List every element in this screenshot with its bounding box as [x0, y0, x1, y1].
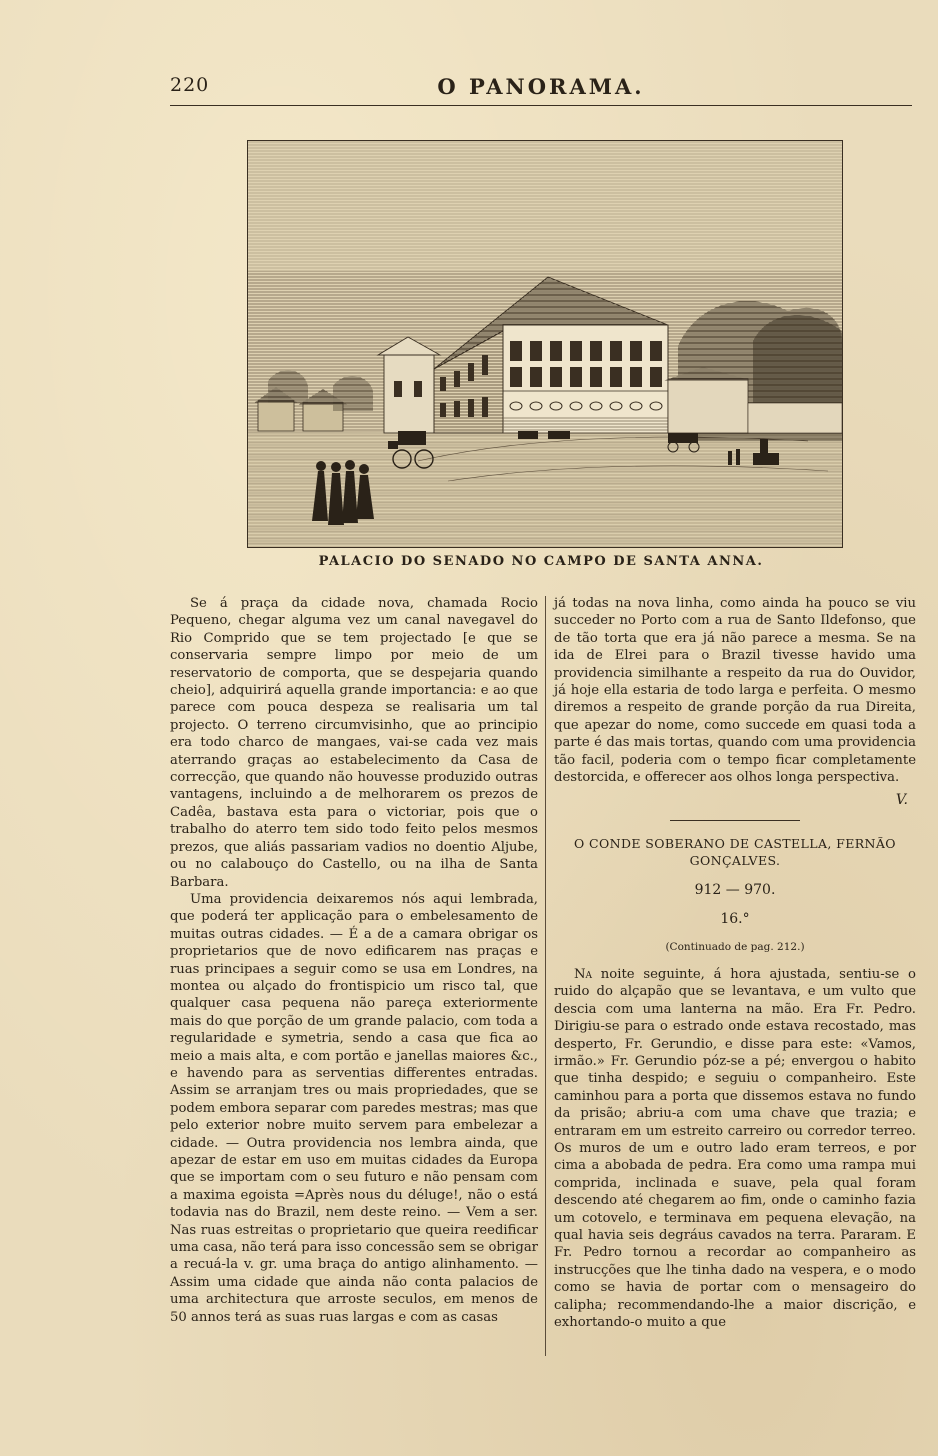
left-column: [170, 595, 538, 1326]
header-rule: [170, 105, 912, 106]
running-title: O PANORAMA.: [437, 74, 645, 99]
page-number: 220: [170, 74, 210, 96]
right-continuation-paragraph: já todas na nova linha, como ainda ha pouco se viu succeder no Porto com a rua de Santo Ildefonso, que de tão torta que era já não parece a mesma. Se na ida de Elrei para o Brazil tivesse havido uma providencia similhante a respeito da rua do Ouvidor, já hoje ella estaria de todo larga e perfeita. O mesmo diremos a respeito de grande porção da rua Direita, que apezar do nome, como succede em quasi toda a parte é das mais tortas, quando com uma providencia tão facil, poderia com o tempo ficar completamente destorcida, e offerecer aos olhos longa perspectiva.: [554, 596, 916, 786]
page-header: [170, 72, 912, 106]
section-separator: [670, 820, 800, 821]
illustration-caption: PALACIO DO SENADO NO CAMPO DE SANTA ANNA.: [318, 554, 764, 569]
article-body-paragraph: [554, 966, 916, 1332]
left-paragraph-2: Uma providencia deixaremos nós aqui lembrada, que poderá ter applicação para o embelesamento de muitas outras cidades. — É a de a camara obrigar os proprietarios que de novo edificarem nas praças e ruas principaes a seguir como se usa em Londres, na montea ou alçado do frontispicio um risco tal, que qualquer casa pequena não pareça exteriormente mais do que porção de um grande palacio, com toda a regularidade e symetria, sendo a casa que fica ao meio a mais alta, e com portão e janellas maiores &c., e havendo para as serventias differentes entradas. Assim se arranjam tres ou mais propriedades, que se podem embora separar com paredes mestras; mas que pelo exterior nobre muito servem para embelezar a cidade. — Outra providencia nos lembra ainda, que apezar de estar em uso em muitas cidades da Europa que se importam com o seu futuro e não pensam com a maxima egoista =Après nous du déluge!, não o está todavia nas do Brazil, nem deste reino. — Vem a ser. Nas ruas estreitas o proprietario que queira reedificar uma casa, não terá para isso concessão sem se obrigar a recuá-la v. gr. uma braça do antigo alinhamento. — Assim uma cidade que ainda não conta palacios de uma architectura que arroste seculos, em menos de 50 annos terá as suas ruas largas e com as casas: [170, 891, 538, 1325]
article-dates: 912 — 970.: [694, 881, 776, 898]
article-chapter-number: 16.°: [720, 911, 750, 928]
right-column: [554, 595, 916, 1331]
engraving-drawing: [248, 141, 842, 547]
column-divider: [545, 596, 546, 1356]
article-title: O CONDE SOBERANO DE CASTELLA, FERNÃO GONÇALVES.: [574, 835, 896, 869]
left-paragraph-1: Se á praça da cidade nova, chamada Rocio Pequeno, chegar alguma vez um canal navegavel do Rio Comprido que se tem projectado [e que se conservaria sempre limpo por meio de um reservatorio de comporta, que se despejaria quando cheio], adquirirá aquella grande importancia: e ao que parece com pouca despeza se realisaria um tal projecto. O terreno circumvisinho, que ao principio era todo charco de mangaes, vai-se cada vez mais aterrando graças ao estabelecimento da Casa de correcção, que quando não houvesse produzido outras vantagens, incluindo a de melhorarem os prezos de Cadêa, bastava esta para o victoriar, pois que o trabalho do aterro tem sido todo feito pelos mesmos prezos, que aliás passariam vadios no doentio Aljube, ou no calabouço do Castello, ou na ilha de Santa Barbara.: [170, 596, 538, 890]
article-lead-word: Na: [574, 966, 593, 982]
author-signature: V.: [895, 792, 908, 809]
continued-note: (Continuado de pag. 212.): [665, 940, 805, 953]
senate-palace-engraving: [247, 140, 843, 548]
article-body-text: noite seguinte, á hora ajustada, sentiu-se o ruido do alçapão que se levantava, e um vulto que descia com uma lanterna na mão. Era Fr. Pedro. Dirigiu-se para o estrado onde estava recostado, mas desperto, Fr. Gerundio, e disse para este: «Vamos, irmão.» Fr. Gerundio póz-se a pé; envergou o habito que tinha despido; e seguiu o companheiro. Este caminhou para a porta que dissemos estava no fundo da prisão; abriu-a com uma chave que trazia; e entraram em um estreito carreiro ou corredor terreo. Os muros de um e outro lado eram terreos, e por cima a abobada de pedra. Era como uma rampa mui comprida, inclinada e suave, pela qual foram descendo até chegarem ao fim, onde o caminho fazia um cotovelo, e terminava em pequena elevação, na qual havia seis degráus cavados na terra. Pararam. E Fr. Pedro tornou a recordar ao companheiro as instrucções que lhe tinha dado na vespera, e o modo como se havia de portar com o mensageiro do calipha; recommendando-lhe a maior discrição, e exhortando-o muito a que: [554, 966, 916, 1331]
